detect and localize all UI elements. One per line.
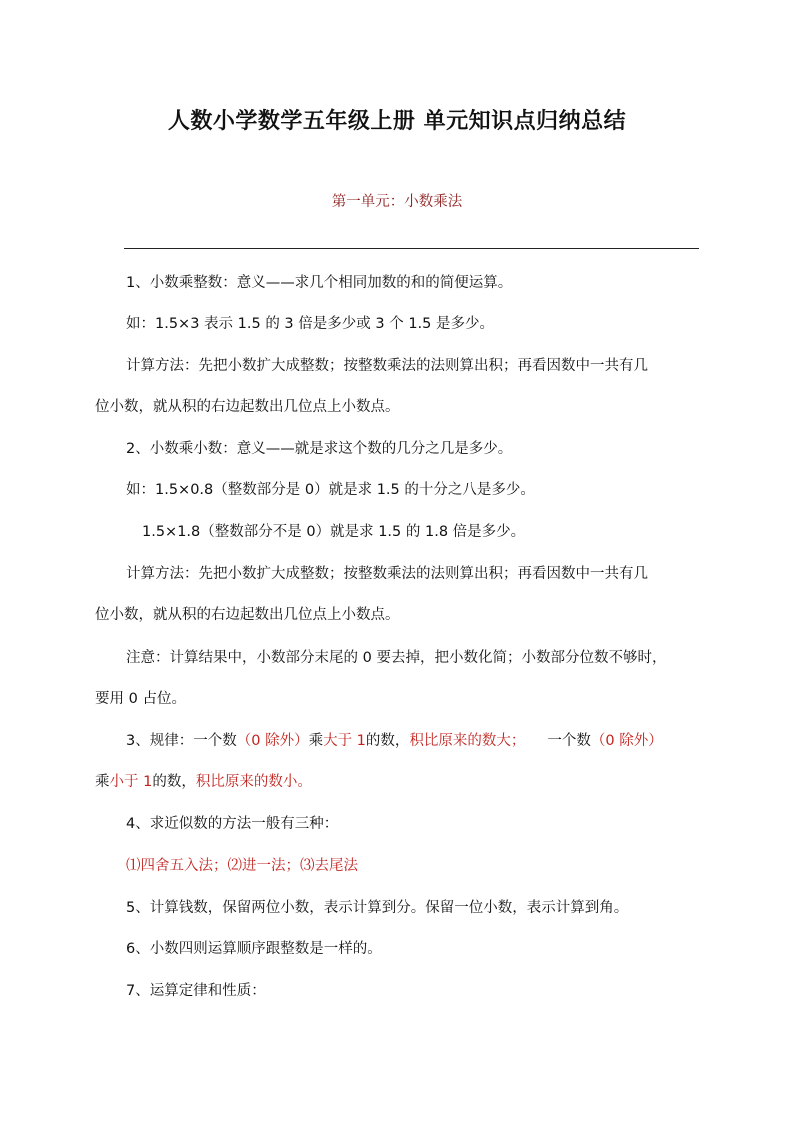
highlight-segment: 积比原来的数小。 — [195, 774, 312, 790]
text-line: 位小数，就从积的右边起数出几位点上小数点。 — [95, 607, 400, 623]
text-segment: 乘 — [95, 774, 110, 790]
text-line: 6、小数四则运算顺序跟整数是一样的。 — [126, 941, 382, 957]
text-line: 5、计算钱数，保留两位小数，表示计算到分。保留一位小数，表示计算到角。 — [126, 900, 629, 916]
text-line: 1.5×1.8（整数部分不是 0）就是求 1.5 的 1.8 倍是多少。 — [142, 524, 526, 540]
highlight-segment: 大于 1 — [323, 733, 366, 749]
text-line: 计算方法：先把小数扩大成整数；按整数乘法的法则算出积；再看因数中一共有几 — [126, 566, 648, 582]
text-segment: 的数， — [152, 774, 196, 790]
text-line: 2、小数乘小数：意义——就是求这个数的几分之几是多少。 — [126, 441, 513, 457]
text-line: 要用 0 占位。 — [95, 691, 186, 707]
text-line: 位小数，就从积的右边起数出几位点上小数点。 — [95, 399, 400, 415]
highlight-segment: （0 除外） — [590, 733, 663, 749]
rule-line-3b — [95, 772, 312, 792]
text-segment: 乘 — [308, 733, 324, 749]
methods-line: ⑴四舍五入法；⑵进一法；⑶去尾法 — [126, 858, 358, 874]
text-line: 计算方法：先把小数扩大成整数；按整数乘法的法则算出积；再看因数中一共有几 — [126, 358, 648, 374]
text-line: 7、运算定律和性质： — [126, 983, 266, 999]
divider-line — [124, 248, 699, 249]
text-segment: 的数， — [365, 733, 410, 749]
text-line: 如：1.5×0.8（整数部分是 0）就是求 1.5 的十分之八是多少。 — [126, 482, 535, 498]
unit-title: 第一单元：小数乘法 — [331, 194, 463, 210]
highlight-segment: 小于 1 — [109, 774, 153, 790]
text-line: 1、小数乘整数：意义——求几个相同加数的和的简便运算。 — [126, 275, 513, 291]
text-segment: 3、规律：一个数 — [126, 733, 237, 749]
rule-line-3a — [126, 731, 663, 751]
text-segment: 一个数 — [547, 733, 591, 749]
highlight-segment: 积比原来的数大； — [409, 733, 526, 749]
highlight-segment: （0 除外） — [236, 733, 309, 749]
text-line: 4、求近似数的方法一般有三种： — [126, 816, 339, 832]
text-line: 如：1.5×3 表示 1.5 的 3 倍是多少或 3 个 1.5 是多少。 — [126, 316, 494, 332]
document-title: 人数小学数学五年级上册 单元知识点归纳总结 — [167, 109, 627, 134]
text-line: 注意：计算结果中，小数部分末尾的 0 要去掉，把小数化简；小数部分位数不够时， — [126, 650, 667, 666]
